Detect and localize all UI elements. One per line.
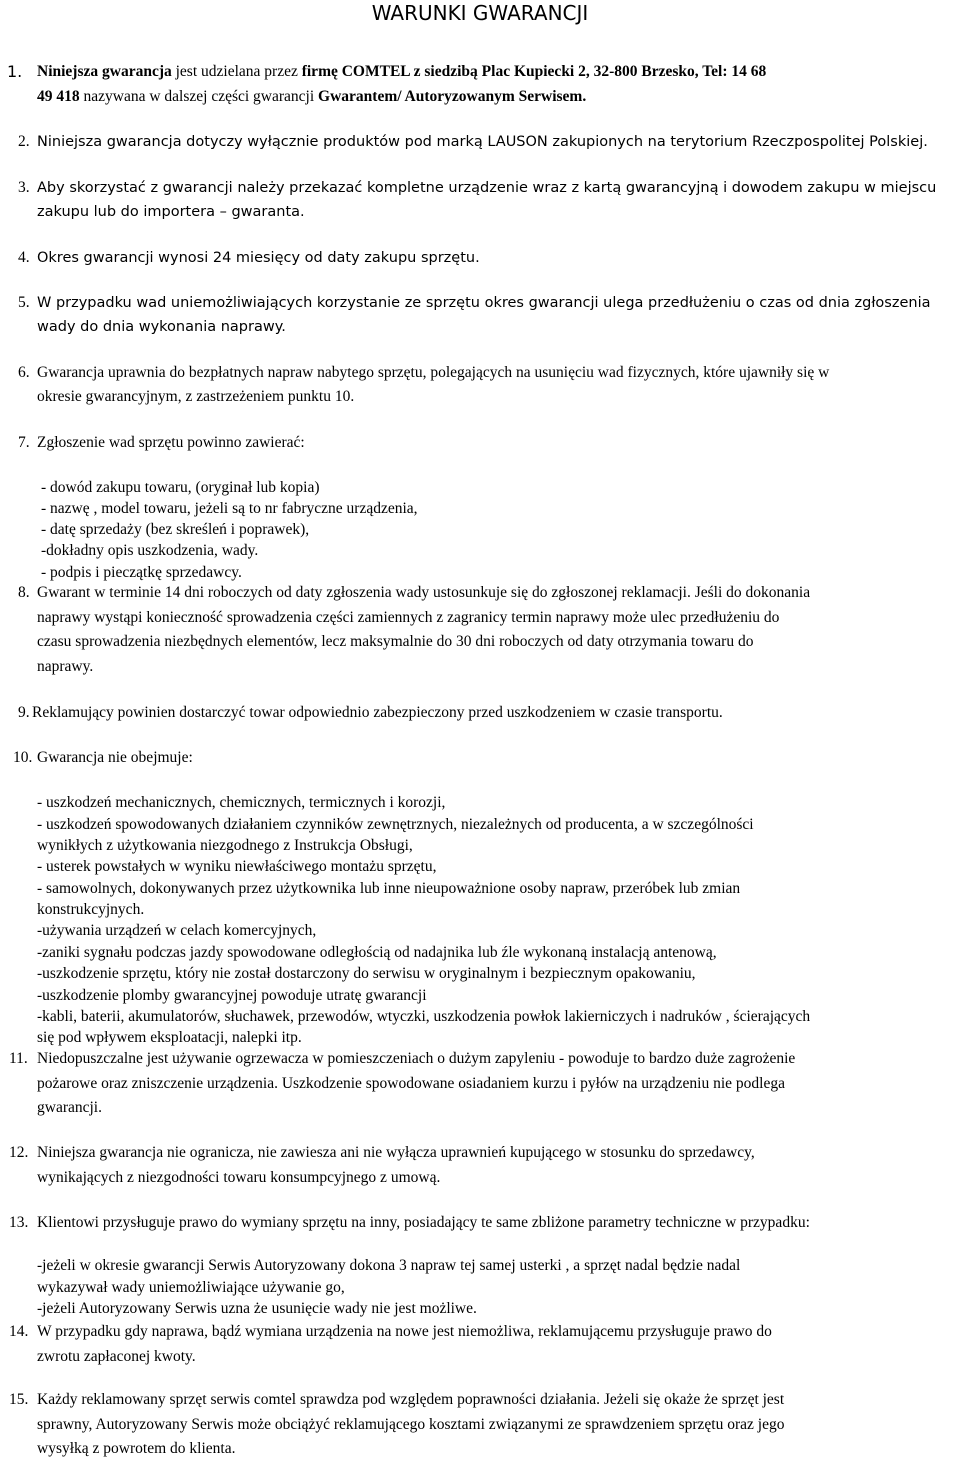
- item-5-line-2: wady do dnia wykonania naprawy.: [37, 319, 286, 335]
- item-6-line-1: Gwarancja uprawnia do bezpłatnych napraw nabytego sprzętu, polegających na usunięciu wad fizycznych, które ujawniły się w: [37, 364, 830, 381]
- item-number-13: 13.: [9, 1214, 29, 1231]
- item-number-15: 15.: [9, 1391, 29, 1408]
- item-8-line-4: naprawy.: [37, 658, 94, 675]
- item-7-list-item: - podpis i pieczątkę sprzedawcy.: [41, 564, 242, 581]
- item-13-list-item: wykazywał wady uniemożliwiające używanie go,: [37, 1279, 345, 1296]
- item-10-list-item: konstrukcyjnych.: [37, 901, 145, 918]
- item-1-segment: Gwarantem/ Autoryzowanym Serwisem.: [318, 88, 587, 105]
- item-7-list-item: -dokładny opis uszkodzenia, wady.: [41, 542, 259, 559]
- item-5-line-1: W przypadku wad uniemożliwiających korzystanie ze sprzętu okres gwarancji ulega przedłużeniu o czas od dnia zgłoszenia: [37, 295, 931, 311]
- item-11-line-2: pożarowe oraz zniszczenie urządzenia. Uszkodzenie spowodowane osiadaniem kurzu i pyłów na urządzeniu nie podlega: [37, 1075, 785, 1092]
- item-10-list-item: -uszkodzenie sprzętu, który nie został dostarczony do serwisu w oryginalnym i bezpiecznym opakowaniu,: [37, 965, 696, 982]
- item-14-line-1: W przypadku gdy naprawa, bądź wymiana urządzenia na nowe jest niemożliwa, reklamującemu przysługuje prawo do: [37, 1323, 772, 1340]
- item-number-4: 4.: [18, 249, 30, 266]
- item-10-list-item: - uszkodzeń spowodowanych działaniem czynników zewnętrznych, niezależnych od producenta, a w szczególności: [37, 816, 754, 833]
- item-number-6: 6.: [18, 364, 30, 381]
- item-10-list-item: wynikłych z użytkowania niezgodnego z Instrukcja Obsługi,: [37, 837, 413, 854]
- item-12-line-2: wynikających z niezgodności towaru konsumpcyjnego z umową.: [37, 1169, 441, 1186]
- item-number-1: 1.: [7, 62, 23, 81]
- item-10-list-item: - usterek powstałych w wyniku niewłaściwego montażu sprzętu,: [37, 858, 437, 875]
- item-number-11: 11.: [9, 1050, 28, 1067]
- item-number-7: 7.: [18, 434, 30, 451]
- item-10-list-item: się pod wpływem eksploatacji, nalepki itp.: [37, 1029, 302, 1046]
- item-7-line-1: Zgłoszenie wad sprzętu powinno zawierać:: [37, 434, 305, 451]
- item-1-segment: 49 418: [37, 88, 80, 105]
- item-14-line-2: zwrotu zapłaconej kwoty.: [37, 1348, 196, 1365]
- item-10-list-item: -używania urządzeń w celach komercyjnych,: [37, 922, 317, 939]
- item-8-line-3: czasu sprowadzenia niezbędnych elementów, lecz maksymalnie do 30 dni roboczych od daty otrzymania towaru do: [37, 633, 754, 650]
- item-1-line-1: [37, 62, 766, 82]
- item-10-list-item: - samowolnych, dokonywanych przez użytkownika lub inne nieupoważnione osoby napraw, przeróbek lub zmian: [37, 880, 741, 897]
- item-1-segment: jest udzielana przez: [171, 63, 302, 80]
- item-6-line-2: okresie gwarancyjnym, z zastrzeżeniem punktu 10.: [37, 388, 355, 405]
- item-8-line-2: naprawy wystąpi konieczność sprowadzenia części zamiennych z zagranicy termin naprawy może ulec przedłużeniu do: [37, 609, 780, 626]
- item-4-line-1: Okres gwarancji wynosi 24 miesięcy od daty zakupu sprzętu.: [37, 250, 480, 266]
- item-10-list-item: -zaniki sygnału podczas jazdy spowodowane odległością od nadajnika lub źle wykonaną instalacją antenową,: [37, 944, 717, 961]
- item-number-5: 5.: [18, 294, 30, 311]
- item-1-segment: firmę COMTEL z siedzibą Plac Kupiecki 2, 32-800 Brzesko, Tel: 14 68: [301, 63, 767, 80]
- item-11-line-3: gwarancji.: [37, 1099, 102, 1116]
- item-3-line-2: zakupu lub do importera – gwaranta.: [37, 204, 305, 220]
- item-10-list-item: -uszkodzenie plomby gwarancyjnej powoduje utratę gwarancji: [37, 987, 427, 1004]
- item-7-list-item: - dowód zakupu towaru, (oryginał lub kopia): [41, 479, 320, 496]
- item-number-14: 14.: [9, 1323, 29, 1340]
- item-1-segment: nazywana w dalszej części gwarancji: [79, 88, 319, 105]
- item-13-list-item: -jeżeli w okresie gwarancji Serwis Autoryzowany dokona 3 napraw tej samej usterki , a sprzęt nadal będzie nadal: [37, 1257, 741, 1274]
- item-9-line-1: Reklamujący powinien dostarczyć towar odpowiednio zabezpieczony przed uszkodzeniem w czasie transportu.: [32, 704, 723, 721]
- item-11-line-1: Niedopuszczalne jest używanie ogrzewacza w pomieszczeniach o dużym zapyleniu - powoduje to bardzo duże zagrożenie: [37, 1050, 796, 1067]
- item-number-8: 8.: [18, 584, 30, 601]
- item-13-list-item: -jeżeli Autoryzowany Serwis uzna że usunięcie wady nie jest możliwe.: [37, 1300, 477, 1317]
- item-1-line-2: [37, 87, 586, 107]
- item-3-line-1: Aby skorzystać z gwarancji należy przekazać kompletne urządzenie wraz z kartą gwarancyjną i dowodem zakupu w miejscu: [37, 180, 937, 196]
- item-8-line-1: Gwarant w terminie 14 dni roboczych od daty zgłoszenia wady ustosunkuje się do zgłoszonej reklamacji. Jeśli do dokonania: [37, 584, 811, 601]
- item-10-list-item: - uszkodzeń mechanicznych, chemicznych, termicznych i korozji,: [37, 794, 446, 811]
- item-10-list-item: -kabli, baterii, akumulatorów, słuchawek, przewodów, wtyczki, uszkodzenia powłok lakierniczych i nadruków , ścierających: [37, 1008, 811, 1025]
- item-7-list-item: - nazwę , model towaru, jeżeli są to nr fabryczne urządzenia,: [41, 500, 418, 517]
- item-1-segment: Niniejsza gwarancja: [37, 63, 172, 80]
- item-7-list-item: - datę sprzedaży (bez skreśleń i poprawek),: [41, 521, 310, 538]
- item-15-line-3: wysyłką z powrotem do klienta.: [37, 1440, 236, 1457]
- item-number-9: 9.: [18, 704, 30, 721]
- item-number-10: 10.: [13, 749, 33, 766]
- item-12-line-1: Niniejsza gwarancja nie ogranicza, nie zawiesza ani nie wyłącza uprawnień kupującego w stosunku do sprzedawcy,: [37, 1144, 755, 1161]
- item-number-12: 12.: [9, 1144, 29, 1161]
- item-15-line-2: sprawny, Autoryzowany Serwis może obciążyć reklamującego kosztami związanymi ze sprawdzeniem sprzętu oraz jego: [37, 1416, 785, 1433]
- item-number-3: 3.: [18, 179, 30, 196]
- item-2-line-1: Niniejsza gwarancja dotyczy wyłącznie produktów pod marką LAUSON zakupionych na terytorium Rzeczpospolitej Polskiej.: [37, 134, 928, 150]
- item-13-line-1: Klientowi przysługuje prawo do wymiany sprzętu na inny, posiadający te same zbliżone parametry techniczne w przypadku:: [37, 1214, 810, 1231]
- page-title: WARUNKI GWARANCJI: [371, 1, 589, 25]
- item-15-line-1: Każdy reklamowany sprzęt serwis comtel sprawdza pod względem poprawności działania. Jeżeli się okaże że sprzęt jest: [37, 1391, 785, 1408]
- item-10-line-1: Gwarancja nie obejmuje:: [37, 749, 193, 766]
- item-number-2: 2.: [18, 133, 30, 150]
